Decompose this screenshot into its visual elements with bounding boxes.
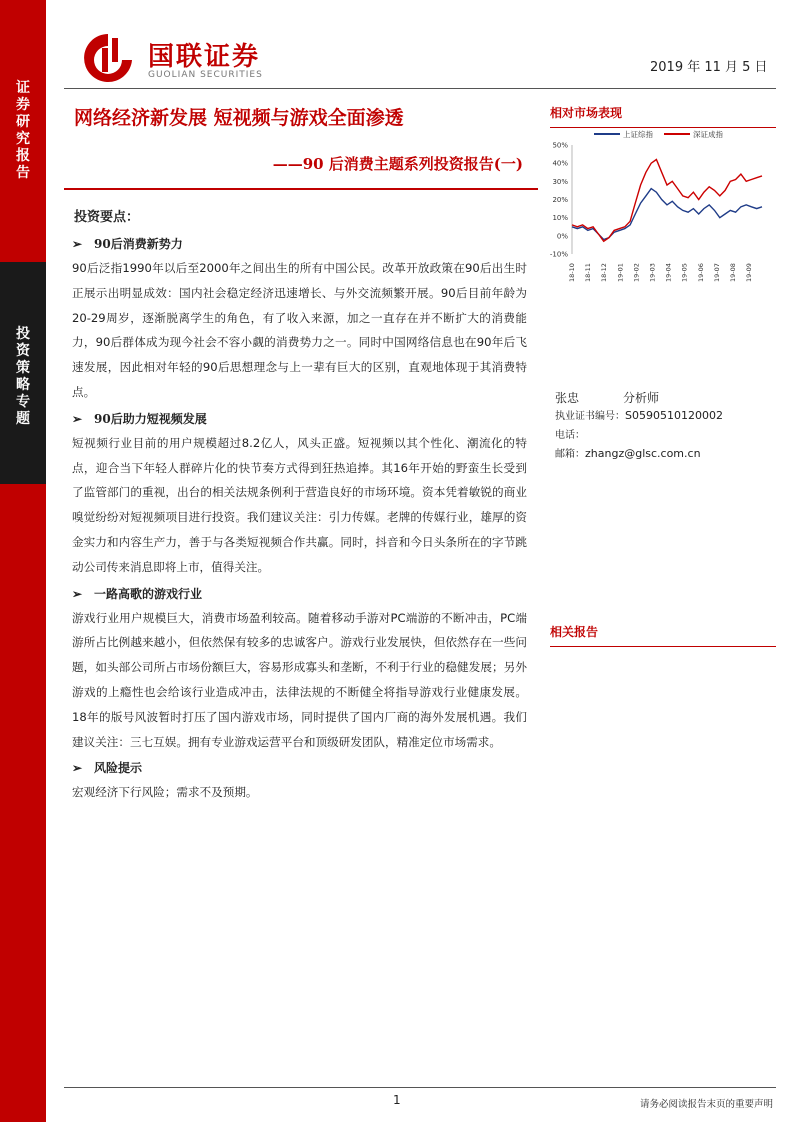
related-heading: 相关报告 xyxy=(550,625,599,639)
x-tick-label: 19-03 xyxy=(648,263,657,282)
x-tick-label: 19-02 xyxy=(632,263,641,282)
phone-label: 电话： xyxy=(555,430,585,441)
legend-label-shanghai: 上证综指 xyxy=(623,130,653,139)
section-paragraph: 宏观经济下行风险；需求不及预期。 xyxy=(72,785,258,800)
x-tick-label: 19-07 xyxy=(712,263,721,282)
guolian-logo-icon xyxy=(78,30,138,86)
analyst-role: 分析师 xyxy=(623,391,660,405)
license-number: S0590510120002 xyxy=(625,409,723,422)
x-tick-label: 18-12 xyxy=(600,263,609,282)
analyst-name: 张忠 xyxy=(555,391,580,405)
email-link[interactable]: zhangz@glsc.com.cn xyxy=(585,447,701,460)
logo-chinese-name: 国联证券 xyxy=(148,42,261,72)
y-tick-label: 20% xyxy=(552,196,568,204)
arrow-icon: ➢ xyxy=(72,411,83,426)
title-divider xyxy=(64,188,538,190)
x-tick-label: 19-01 xyxy=(616,263,625,282)
sidebar-top-label: 证 券 研 究 报 告 xyxy=(16,80,30,181)
logo-english-name: GUOLIAN SECURITIES xyxy=(148,70,263,80)
analyst-info xyxy=(555,389,723,464)
section-paragraph: 90后泛指1990年以后至2000年之间出生的所有中国公民。改革开放政策在90后出生时正展示出明显成效：国内社会稳定经济迅速增长、与外交流频繁开展。90后目前年龄为20-29周岁，逐渐脱离学生的角色，有了收入来源，加之一直存在并不断扩大的消费能力，90后群体成为现今社会不容小觑的消费势力之一。同时中国网络信息也在90年后飞速发展，因此相对年轻的90后思想理念与上一辈有巨大的区别，直观地体现于其消费特点。 xyxy=(72,261,527,399)
x-tick-label: 18-10 xyxy=(568,263,576,282)
y-tick-label: 10% xyxy=(552,214,568,223)
section-paragraph: 游戏行业用户规模巨大，消费市场盈利较高。随着移动手游对PC端游的不断冲击，PC端游所占比例越来越小，但依然保有较多的忠诚客户。游戏行业发展快，但依然存在一些问题，如头部公司所占市场份额巨大，容易形成寡头和垄断，不利于行业的稳健发展；另外游戏的上瘾性也会给该行业造成冲击，法律法规的不断健全将指导游戏行业健康发展。18年的版号风波暂时打压了国内游戏市场，同时提供了国内厂商的海外发展机遇。我们建议关注：三七互娱。拥有专业游戏运营平台和顶级研发团队，精准定位市场需求。 xyxy=(72,610,527,749)
footer-disclaimer: 请务必阅读报告末页的重要声明 xyxy=(639,1099,773,1110)
y-tick-label: 50% xyxy=(552,141,568,150)
market-chart xyxy=(536,126,768,284)
section-heading: ➢ 90后消费新势力 xyxy=(72,232,527,256)
arrow-icon: ➢ xyxy=(72,586,83,601)
report-subtitle: ——90 后消费主题系列投资报告(一) xyxy=(272,155,523,173)
series-line-shenzhen xyxy=(572,160,762,242)
y-tick-label: -10% xyxy=(549,250,568,259)
related-divider xyxy=(550,646,776,647)
report-date: 2019 年 11 月 5 日 xyxy=(650,60,768,75)
page-number: 1 xyxy=(393,1093,401,1107)
section-heading: ➢ 一路高歌的游戏行业 xyxy=(72,582,527,606)
arrow-icon: ➢ xyxy=(72,761,83,776)
key-points-label: 投资要点： xyxy=(74,210,140,225)
section-paragraph: 短视频行业目前的用户规模超过8.2亿人，风头正盛。短视频以其个性化、潮流化的特点，迎合当下年轻人群碎片化的快节奏方式得到狂热追捧。其16年开始的野蛮生长受到了监管部门的重视，出台的相关法规条例利于营造良好的市场环境。资本凭着敏锐的商业嗅觉纷纷对短视频项目进行投资。我们建议关注：引力传媒。老牌的传媒行业，雄厚的资金实力和内容生产力，善于与各类短视频合作共赢。同时，抖音和今日头条所在的字节跳动公司传来消息即将上市，值得关注。 xyxy=(72,435,527,574)
section-heading: ➢ 90后助力短视频发展 xyxy=(72,407,527,431)
y-tick-label: 0% xyxy=(556,232,568,241)
y-tick-label: 40% xyxy=(552,159,568,168)
series-line-shanghai xyxy=(572,189,762,240)
header-divider xyxy=(64,88,776,89)
related-section xyxy=(550,623,776,647)
email-label: 邮箱： xyxy=(555,449,585,460)
sidebar-bottom-label: 投 资 策 略 专 题 xyxy=(16,326,30,427)
y-tick-label: 30% xyxy=(552,177,568,186)
x-tick-label: 19-09 xyxy=(745,263,754,282)
market-section xyxy=(550,104,776,128)
legend-label-shenzhen: 深证成指 xyxy=(693,130,723,139)
market-heading: 相对市场表现 xyxy=(550,106,623,120)
x-tick-label: 19-04 xyxy=(664,263,673,282)
arrow-icon: ➢ xyxy=(72,237,83,251)
section-heading: ➢ 风险提示 xyxy=(72,756,527,780)
footer-divider xyxy=(64,1087,776,1088)
license-label: 执业证书编号： xyxy=(555,411,625,422)
x-tick-label: 19-05 xyxy=(680,263,689,282)
report-title: 网络经济新发展 短视频与游戏全面渗透 xyxy=(74,107,404,129)
main-content xyxy=(72,232,527,807)
x-tick-label: 18-11 xyxy=(584,263,593,282)
x-tick-label: 19-06 xyxy=(696,263,705,282)
x-tick-label: 19-08 xyxy=(729,263,738,282)
